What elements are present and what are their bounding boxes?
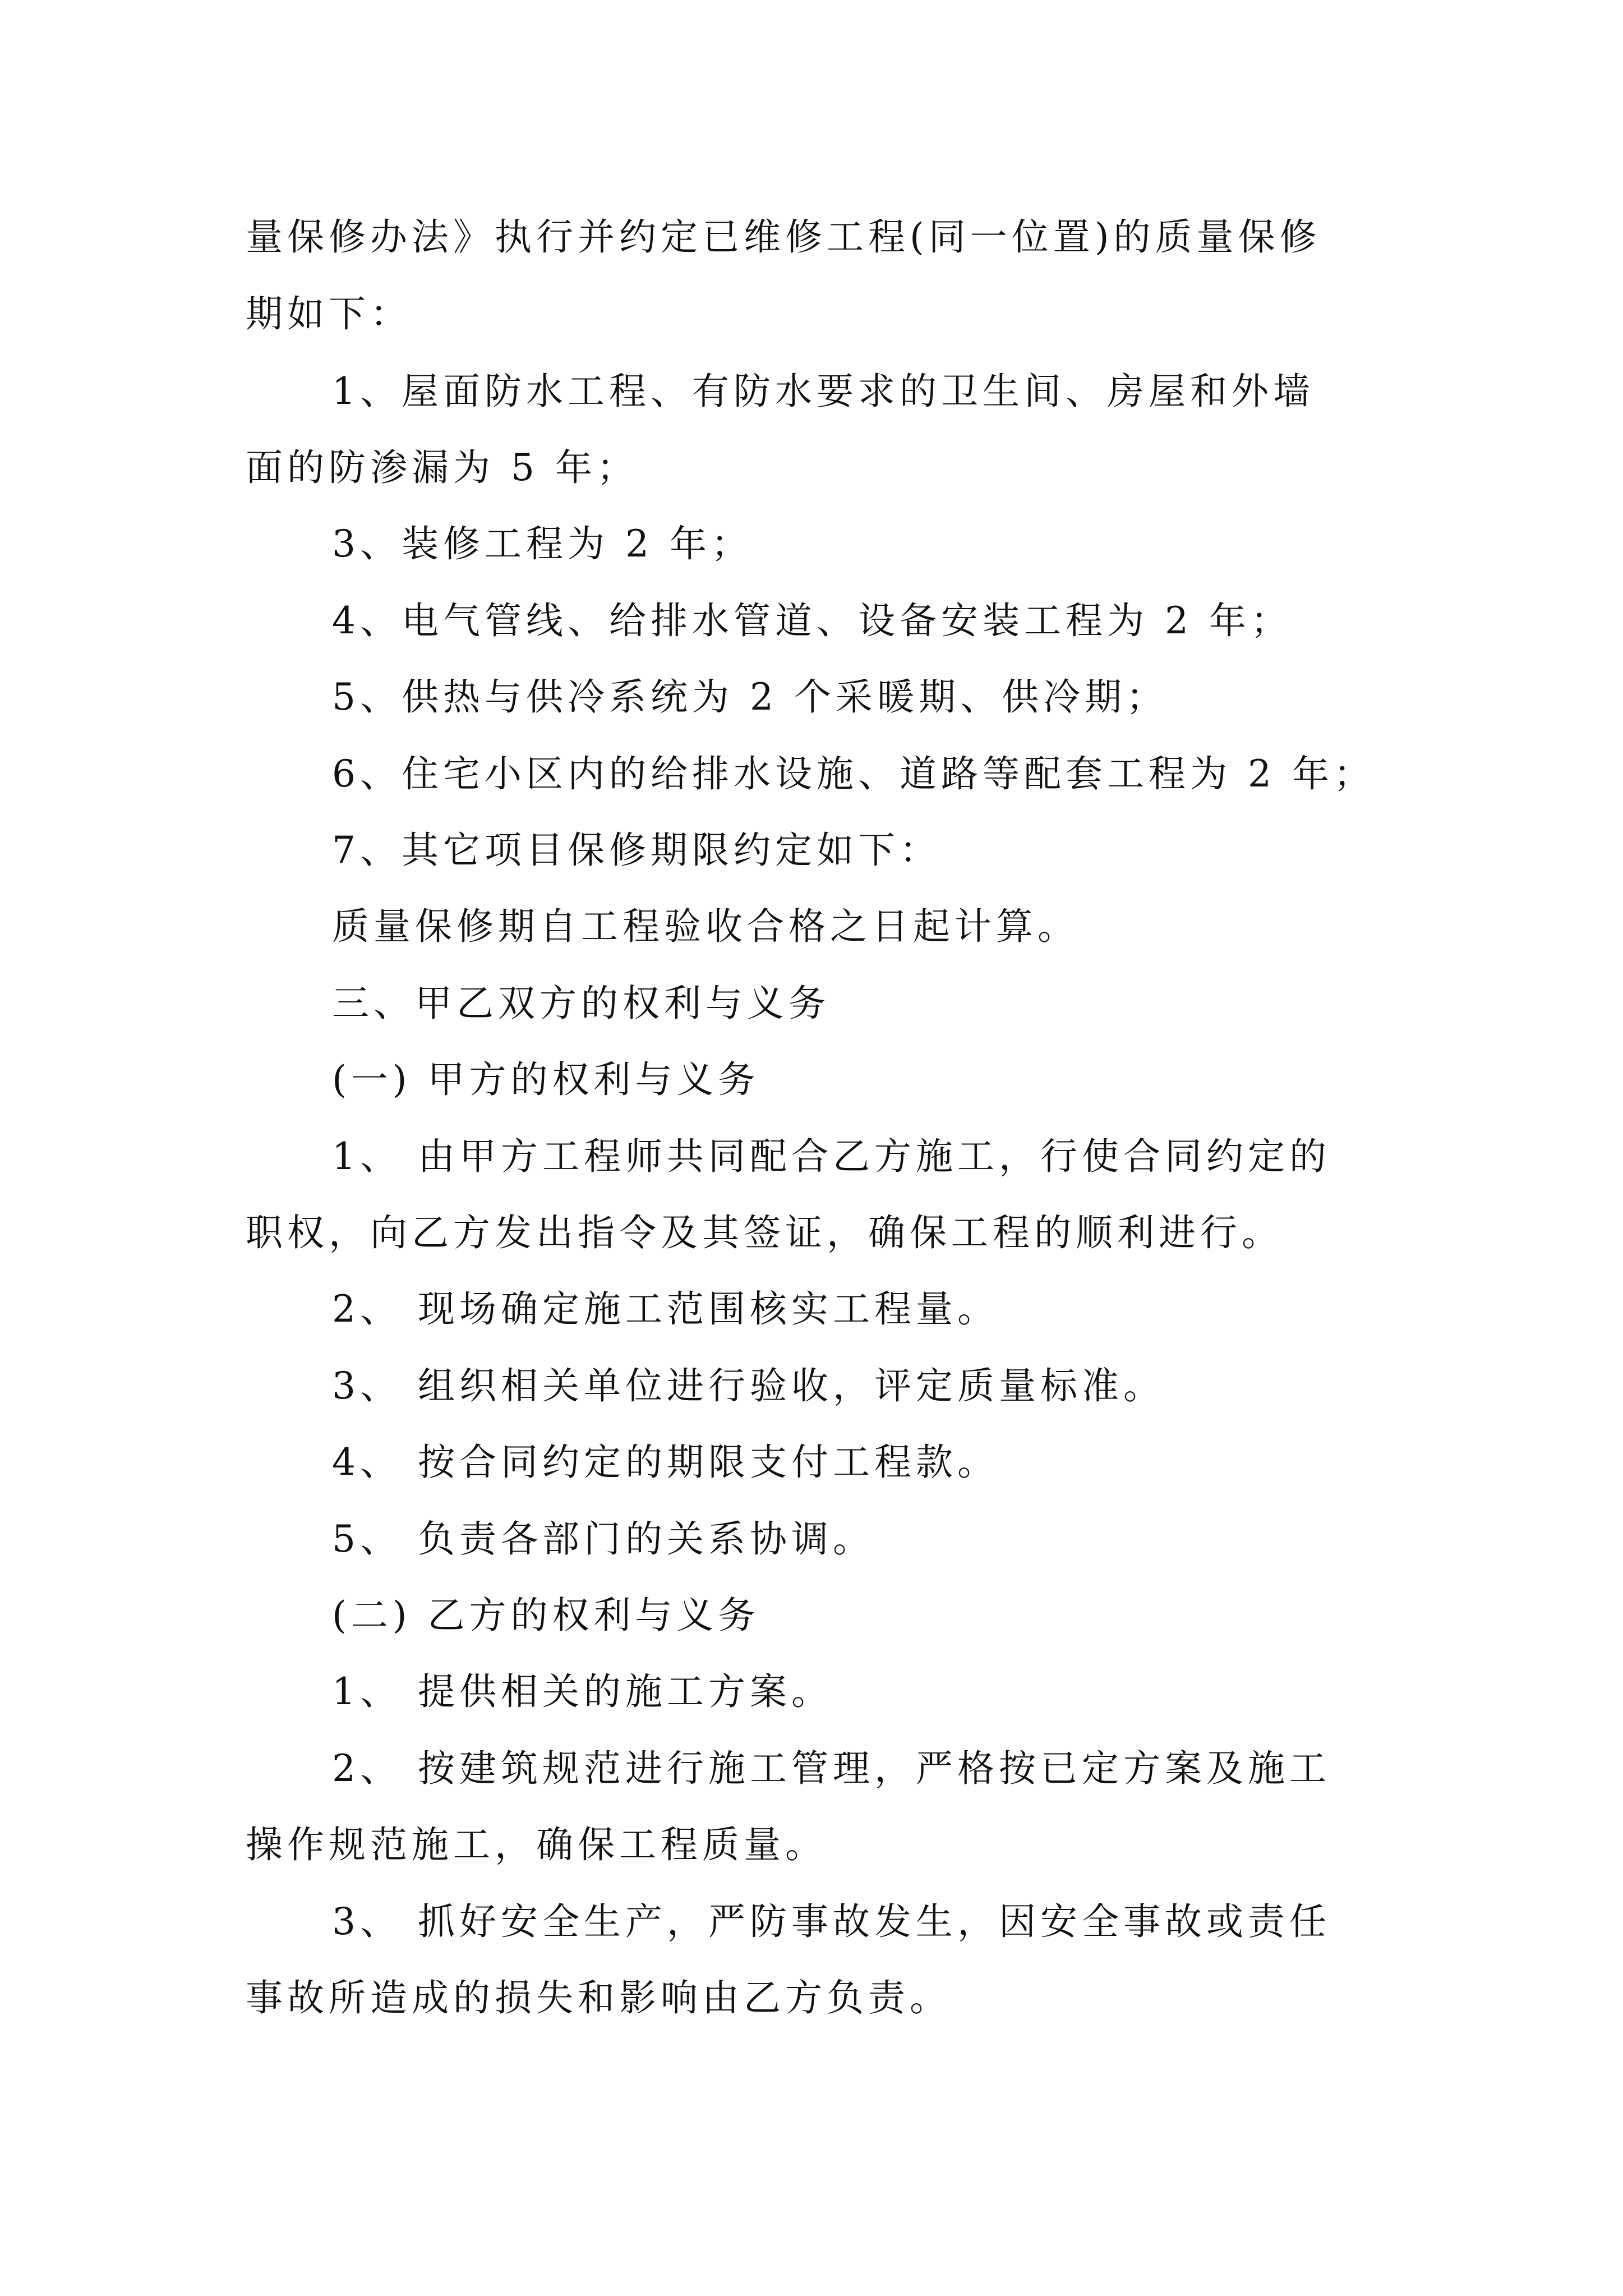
subsection-heading: (二) 乙方的权利与义务 <box>332 1594 760 1637</box>
text-line: 7、其它项目保修期限约定如下： <box>332 829 941 872</box>
text-line: 1、 提供相关的施工方案。 <box>332 1670 833 1713</box>
text-line: 期如下： <box>246 292 412 335</box>
text-line: 职权，向乙方发出指令及其签证，确保工程的顺利进行。 <box>246 1211 1283 1254</box>
text-line: 事故所造成的损失和影响由乙方负责。 <box>246 1976 951 2019</box>
text-line: 操作规范施工，确保工程质量。 <box>246 1823 827 1866</box>
text-line: 4、 按合同约定的期限支付工程款。 <box>332 1441 999 1484</box>
text-line: 5、供热与供冷系统为 2 个采暖期、供冷期； <box>332 675 1168 719</box>
section-heading: 三、甲乙双方的权利与义务 <box>332 982 830 1025</box>
text-line: 4、电气管线、给排水管道、设备安装工程为 2 年； <box>332 599 1292 642</box>
text-line: 2、 按建筑规范进行施工管理，严格按已定方案及施工 <box>332 1747 1331 1790</box>
text-line: 质量保修期自工程验收合格之日起计算。 <box>332 905 1079 948</box>
subsection-heading: (一) 甲方的权利与义务 <box>332 1058 760 1101</box>
text-line: 6、住宅小区内的给排水设施、道路等配套工程为 2 年； <box>332 752 1375 795</box>
text-line: 量保修办法》执行并约定已维修工程(同一位置)的质量保修 <box>246 215 1321 259</box>
text-line: 3、装修工程为 2 年； <box>332 522 753 565</box>
text-line: 1、屋面防水工程、有防水要求的卫生间、房屋和外墙 <box>332 370 1315 413</box>
text-line: 面的防渗漏为 5 年； <box>246 446 638 489</box>
text-line: 3、 组织相关单位进行验收，评定质量标准。 <box>332 1364 1165 1407</box>
text-line: 2、 现场确定施工范围核实工程量。 <box>332 1287 999 1331</box>
text-line: 5、 负责各部门的关系协调。 <box>332 1517 874 1561</box>
text-line: 1、 由甲方工程师共同配合乙方施工，行使合同约定的 <box>332 1135 1331 1178</box>
text-line: 3、 抓好安全生产，严防事故发生，因安全事故或责任 <box>332 1900 1331 1943</box>
